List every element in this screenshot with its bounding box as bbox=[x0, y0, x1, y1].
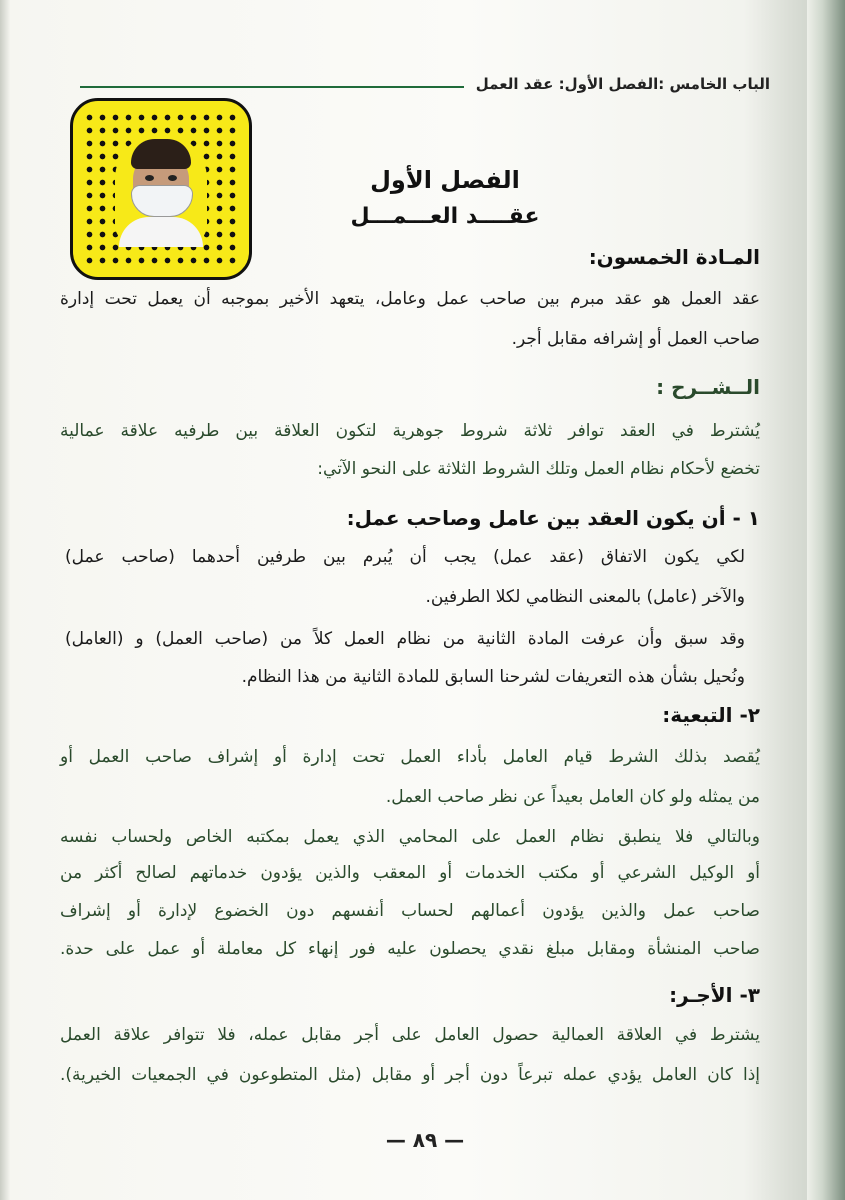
condition3-line-2: إذا كان العامل يؤدي عمله تبرعاً دون أجر أو مقابل (مثل المتطوعون في الجمعيات الخيرية). bbox=[60, 1065, 760, 1085]
avatar-hair bbox=[131, 139, 191, 169]
condition1-line-1: لكي يكون الاتفاق (عقد عمل) يجب أن يُبرم بين طرفين أحدهما (صاحب عمل) bbox=[65, 547, 745, 567]
condition1-line-3: وقد سبق وأن عرفت المادة الثانية من نظام العمل كلاً من (صاحب العمل) و (العامل) bbox=[65, 629, 745, 649]
article-heading: المـادة الخمسون: bbox=[588, 245, 760, 269]
footer-dash-left: — bbox=[437, 1128, 465, 1152]
condition2-line-1: يُقصد بذلك الشرط قيام العامل بأداء العمل تحت إدارة أو إشراف صاحب العمل أو bbox=[60, 747, 760, 767]
condition1-line-2: والآخر (عامل) بالمعنى النظامي لكلا الطرفين. bbox=[425, 587, 745, 607]
chapter-title: الفصل الأول bbox=[370, 166, 520, 194]
page-footer bbox=[360, 1128, 490, 1152]
explanation-line-1: يُشترط في العقد توافر ثلاثة شروط جوهرية لتكون العلاقة بين طرفيه علاقة عمالية bbox=[60, 421, 760, 441]
page-number: ٨٩ bbox=[412, 1128, 438, 1152]
book-spine bbox=[807, 0, 845, 1200]
article-line-2: صاحب العمل أو إشرافه مقابل أجر. bbox=[511, 329, 760, 349]
condition2-line-4: أو الوكيل الشرعي أو مكتب الخدمات أو المعقب والذين يؤدون خدماتهم لصالح أكثر من bbox=[60, 863, 760, 883]
avatar-shirt bbox=[119, 217, 203, 247]
condition3-heading: ٣- الأجـر: bbox=[669, 983, 760, 1007]
condition2-line-2: من يمثله ولو كان العامل بعيداً عن نظر صاحب العمل. bbox=[385, 787, 760, 807]
condition2-line-5: صاحب عمل والذين يؤدون أعمالهم لحساب أنفسهم دون الخضوع لإدارة أو إشراف bbox=[60, 901, 760, 921]
avatar bbox=[115, 133, 207, 245]
footer-dash-right: — bbox=[385, 1128, 413, 1152]
avatar-eye-left bbox=[145, 175, 154, 181]
article-line-1: عقد العمل هو عقد مبرم بين صاحب عمل وعامل، يتعهد الأخير بموجبه أن يعمل تحت إدارة bbox=[60, 289, 760, 309]
running-header bbox=[80, 70, 770, 98]
page-left-edge bbox=[0, 0, 10, 1200]
avatar-mask bbox=[131, 185, 193, 217]
explanation-heading: الــشــرح : bbox=[656, 375, 760, 399]
chapter-subtitle: عقــــد العـــمـــل bbox=[350, 204, 540, 229]
condition2-line-6: صاحب المنشأة ومقابل مبلغ نقدي يحصلون عليه فور إنهاء كل معاملة أو عمل على حدة. bbox=[60, 939, 760, 959]
condition1-heading: ١ - أن يكون العقد بين عامل وصاحب عمل: bbox=[346, 506, 760, 530]
condition1-line-4: ونُحيل بشأن هذه التعريفات لشرحنا السابق للمادة الثانية من هذا النظام. bbox=[241, 667, 745, 687]
avatar-eye-right bbox=[168, 175, 177, 181]
condition2-heading: ٢- التبعية: bbox=[662, 703, 760, 727]
explanation-line-2: تخضع لأحكام نظام العمل وتلك الشروط الثلاثة على النحو الآتي: bbox=[317, 459, 760, 479]
header-text: الباب الخامس :الفصل الأول: عقد العمل bbox=[475, 75, 770, 93]
condition3-line-1: يشترط في العلاقة العمالية حصول العامل على أجر مقابل عمله، فلا تتوافر علاقة العمل bbox=[60, 1025, 760, 1045]
header-rule bbox=[80, 86, 464, 88]
condition2-line-3: وبالتالي فلا ينطبق نظام العمل على المحامي الذي يعمل بمكتبه الخاص ولحساب نفسه bbox=[60, 827, 760, 847]
